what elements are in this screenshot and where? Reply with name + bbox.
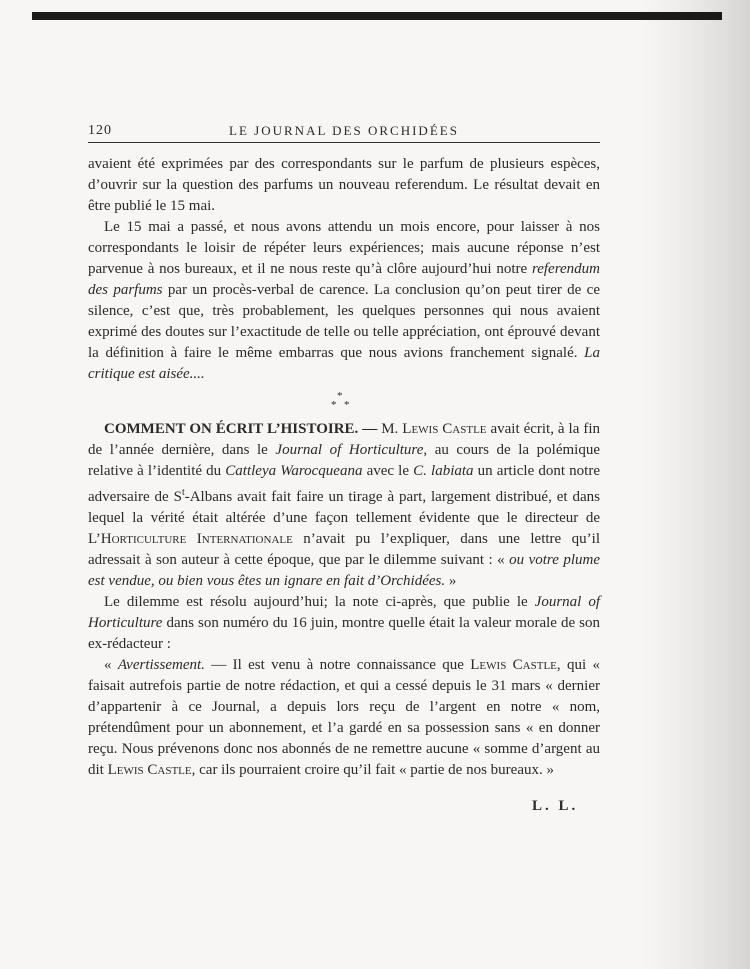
p3-italic-journal: Journal of Horticulture — [275, 442, 424, 458]
article-body — [88, 154, 600, 781]
journal-title: LE JOURNAL DES ORCHIDÉES — [229, 123, 459, 138]
p5-text-c: — Il est venu à notre connaissance que — [204, 657, 471, 673]
name-lewis-castle-3: Lewis Castle — [107, 762, 192, 778]
p3-text-j: n’avait pu l’expliquer, dans une lettre qu’il adressait à son auteur à cette époque, que par le dilemme suivant : « — [88, 531, 600, 568]
name-horticulture-internationale: L’Horticulture Internationale — [88, 531, 293, 547]
p2-text-a: Le 15 mai a passé, et nous avons attendu un mois encore, pour laisser à nos correspondants le loisir de répéter leurs expériences; mais aucune réponse n’est parvenue à nos bureaux, et il ne nous reste qu’à clôre aujourd’hui notre — [88, 219, 600, 277]
p3-italic-labiata: C. labiata — [413, 463, 474, 479]
page-number: 120 — [88, 123, 112, 138]
p5-text-e: , car ils pourraient croire qu’il fait « partie de nos bureaux. » — [191, 762, 554, 778]
p5-text-a: « — [104, 657, 118, 673]
p3-text-i: -Albans avait fait faire un tirage à part, largement distribué, et dans lequel la vérité était altérée d’une façon tellement évidente que le directeur de — [88, 489, 600, 526]
page-fold-shadow — [640, 0, 750, 969]
p3-text-d: , au cours de la polémique relative à l’identité du — [88, 442, 600, 479]
p3-text-b: avait écrit, à la fin de l’année dernière, dans le — [88, 421, 600, 458]
paragraph-5-quote — [88, 655, 600, 781]
header-rule — [88, 142, 600, 143]
name-lewis-castle: Lewis Castle — [402, 421, 487, 437]
name-lewis-castle-2: Lewis Castle — [470, 657, 557, 673]
paragraph-3 — [88, 419, 600, 592]
p4-text-c: dans son numéro du 16 juin, montre quelle était la valeur morale de son ex-rédacteur : — [88, 615, 600, 652]
p5-italic-avertissement: Avertissement. — [117, 657, 205, 673]
p2-text-c: par un procès-verbal de carence. La conclusion qu’on peut tirer de ce silence, c’est que, très probablement, les quelques personnes qui nous avaient exprimé des doutes sur l’exactitude de telle ou telle appréciation, ont éprouvé devant la définition à faire le même embarras que nous avions franchement signalé. — [88, 282, 600, 361]
asterism-separator — [88, 389, 600, 419]
asterisk-left: * — [331, 399, 337, 411]
p3-text-h: un article dont notre adversaire de S — [88, 463, 600, 505]
asterisk-top: * — [337, 390, 343, 402]
scan-edge — [32, 12, 722, 20]
paragraph-1-text: avaient été exprimées par des correspondants sur le parfum de plusieurs espèces, d’ouvrir sur la question des parfums un nouveau referendum. Le résultat devait en être publié le 15 mai. — [88, 156, 600, 214]
asterisk-right: * — [344, 399, 350, 411]
p3-text-l: » — [445, 573, 457, 589]
p2-italic-referendum: referendum des parfums — [88, 261, 600, 298]
p4-text-a: Le dilemme est résolu aujourd’hui; la note ci-après, que publie le — [104, 594, 535, 610]
paragraph-2 — [88, 217, 600, 385]
paragraph-4 — [88, 592, 600, 655]
section-headline: COMMENT ON ÉCRIT L’HISTOIRE. — — [104, 421, 378, 437]
signature: L. L. — [532, 798, 579, 814]
p3-italic-dilemma: ou votre plume est vendue, ou bien vous êtes un ignare en fait d’Orchidées. — [88, 552, 600, 589]
running-header — [88, 121, 600, 143]
paragraph-1 — [88, 154, 600, 217]
p4-italic-journal: Journal of Horticulture — [88, 594, 600, 631]
p3-text-f: avec le — [362, 463, 414, 479]
p2-italic-critique: La critique est aisée.... — [88, 345, 600, 382]
p3-text-a: M. — [377, 421, 403, 437]
p3-italic-cattleya: Cattleya Warocqueana — [225, 463, 363, 479]
p5-text-d: , qui « faisait autrefois partie de notre rédaction, et qui a cessé depuis le 31 mars « dernier d’appartenir à ce Journal, a depuis lors reçu de l’argent en notre « nom, prétendûment pour un abonnement, et l’a gardé en sa possession sans « en donner reçu. Nous prévenons donc nos abonnés de ne remettre aucune « somme d’argent au dit — [88, 657, 600, 778]
p3-superscript: t — [181, 487, 185, 498]
